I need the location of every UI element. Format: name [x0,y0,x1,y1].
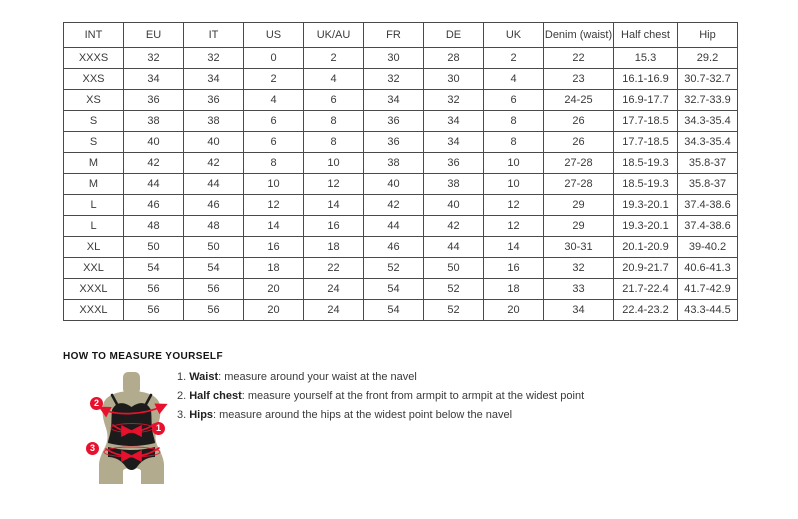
instruction-number: 2. [177,390,187,402]
table-cell: 52 [424,279,484,300]
table-cell: 34 [544,300,614,321]
table-cell: 17.7-18.5 [614,111,678,132]
table-cell: 36 [124,90,184,111]
instruction-label: Half chest [189,390,242,402]
table-cell: 40 [364,174,424,195]
table-cell: 10 [244,174,304,195]
measure-instructions [177,371,584,428]
measure-figure [76,370,188,490]
column-header: UK/AU [304,23,364,48]
table-cell: 14 [244,216,304,237]
table-row [64,258,738,279]
table-cell: 16.9-17.7 [614,90,678,111]
table-cell: 18 [244,258,304,279]
table-cell: 18.5-19.3 [614,153,678,174]
table-cell: 14 [484,237,544,258]
table-cell: 20.9-21.7 [614,258,678,279]
table-cell: 38 [124,111,184,132]
table-cell: 22 [544,48,614,69]
table-row [64,111,738,132]
table-cell: 14 [304,195,364,216]
table-cell: 34.3-35.4 [678,111,738,132]
table-cell: M [64,174,124,195]
table-cell: 40 [184,132,244,153]
table-cell: 44 [424,237,484,258]
column-header: IT [184,23,244,48]
table-cell: 36 [364,111,424,132]
table-row [64,90,738,111]
table-cell: 6 [304,90,364,111]
mannequin-illustration [76,370,188,490]
column-header: INT [64,23,124,48]
table-cell: 37.4-38.6 [678,195,738,216]
table-cell: 54 [184,258,244,279]
table-cell: 29 [544,216,614,237]
table-cell: 52 [364,258,424,279]
table-cell: 40 [424,195,484,216]
table-cell: 6 [244,132,304,153]
table-cell: 26 [544,132,614,153]
table-cell: L [64,216,124,237]
column-header: Half chest [614,23,678,48]
instruction-text: : measure yourself at the front from armpit to armpit at the widest point [241,390,585,402]
table-cell: 2 [304,48,364,69]
table-cell: XXS [64,69,124,90]
table-cell: 12 [244,195,304,216]
table-cell: 30-31 [544,237,614,258]
instruction-number: 3. [177,409,187,421]
table-cell: 30 [364,48,424,69]
table-cell: 22 [304,258,364,279]
instruction-text: : measure around the hips at the widest point below the navel [213,409,513,421]
table-cell: XXXL [64,279,124,300]
table-cell: 56 [124,279,184,300]
table-cell: 8 [484,111,544,132]
table-cell: 0 [244,48,304,69]
column-header: FR [364,23,424,48]
size-table-body [64,48,738,321]
table-cell: 24-25 [544,90,614,111]
column-header: EU [124,23,184,48]
table-cell: 12 [484,195,544,216]
table-cell: 32 [544,258,614,279]
table-cell: 34 [124,69,184,90]
table-cell: 4 [484,69,544,90]
table-cell: 54 [124,258,184,279]
table-cell: 36 [424,153,484,174]
table-cell: 34 [424,132,484,153]
table-cell: 6 [244,111,304,132]
table-cell: 12 [484,216,544,237]
table-cell: 34 [424,111,484,132]
table-row [64,132,738,153]
table-cell: 16 [304,216,364,237]
table-cell: XXXL [64,300,124,321]
column-header: Hip [678,23,738,48]
table-cell: 8 [244,153,304,174]
table-cell: 16 [244,237,304,258]
table-cell: 24 [304,279,364,300]
table-cell: 10 [304,153,364,174]
table-cell: 29.2 [678,48,738,69]
table-cell: 28 [424,48,484,69]
table-cell: 32.7-33.9 [678,90,738,111]
table-row [64,174,738,195]
table-cell: L [64,195,124,216]
table-cell: 33 [544,279,614,300]
table-cell: 43.3-44.5 [678,300,738,321]
table-cell: 48 [184,216,244,237]
table-cell: 20 [484,300,544,321]
instruction-label: Hips [189,409,214,421]
table-cell: 50 [124,237,184,258]
table-cell: 19.3-20.1 [614,195,678,216]
table-cell: 42 [124,153,184,174]
table-cell: 18.5-19.3 [614,174,678,195]
column-header: UK [484,23,544,48]
table-cell: 36 [364,132,424,153]
table-cell: 6 [484,90,544,111]
table-cell: 15.3 [614,48,678,69]
table-cell: 56 [184,300,244,321]
table-cell: 8 [304,111,364,132]
table-cell: 36 [184,90,244,111]
table-cell: 39-40.2 [678,237,738,258]
instruction-half-chest [177,390,584,402]
instruction-label: Waist [189,371,219,383]
table-cell: 16.1-16.9 [614,69,678,90]
table-cell: 19.3-20.1 [614,216,678,237]
table-cell: 29 [544,195,614,216]
table-cell: 32 [184,48,244,69]
table-cell: 35.8-37 [678,153,738,174]
table-cell: 52 [424,300,484,321]
table-cell: 20.1-20.9 [614,237,678,258]
column-header: Denim (waist) [544,23,614,48]
table-cell: 23 [544,69,614,90]
table-row [64,279,738,300]
table-row [64,153,738,174]
size-table [63,22,738,321]
table-cell: 18 [304,237,364,258]
column-header: DE [424,23,484,48]
instruction-hips [177,409,584,421]
table-cell: 54 [364,279,424,300]
table-cell: 42 [184,153,244,174]
table-cell: 27-28 [544,174,614,195]
table-cell: 46 [124,195,184,216]
table-cell: 4 [244,90,304,111]
table-cell: 40.6-41.3 [678,258,738,279]
table-cell: XXXS [64,48,124,69]
marker-half-chest: 2 [90,397,103,410]
table-cell: 44 [184,174,244,195]
table-cell: 35.8-37 [678,174,738,195]
table-cell: 24 [304,300,364,321]
table-cell: M [64,153,124,174]
table-cell: 27-28 [544,153,614,174]
table-cell: 10 [484,174,544,195]
table-row [64,300,738,321]
table-cell: 22.4-23.2 [614,300,678,321]
table-cell: 26 [544,111,614,132]
table-cell: 38 [364,153,424,174]
table-cell: 56 [184,279,244,300]
table-cell: 42 [424,216,484,237]
table-cell: 17.7-18.5 [614,132,678,153]
measure-heading: HOW TO MEASURE YOURSELF [63,351,223,362]
table-cell: 50 [424,258,484,279]
table-cell: 30.7-32.7 [678,69,738,90]
column-header: US [244,23,304,48]
table-cell: 50 [184,237,244,258]
table-cell: 32 [364,69,424,90]
table-row [64,69,738,90]
table-cell: 18 [484,279,544,300]
table-cell: 38 [424,174,484,195]
table-cell: 54 [364,300,424,321]
table-cell: 56 [124,300,184,321]
table-cell: S [64,111,124,132]
table-cell: 12 [304,174,364,195]
table-cell: 42 [364,195,424,216]
table-cell: 38 [184,111,244,132]
table-cell: XL [64,237,124,258]
table-cell: 20 [244,279,304,300]
marker-waist: 1 [152,422,165,435]
instruction-text: : measure around your waist at the navel [218,371,417,383]
table-cell: 34.3-35.4 [678,132,738,153]
table-cell: 44 [364,216,424,237]
table-cell: 37.4-38.6 [678,216,738,237]
table-cell: 41.7-42.9 [678,279,738,300]
table-cell: 46 [364,237,424,258]
table-row [64,216,738,237]
table-cell: 34 [364,90,424,111]
marker-hips: 3 [86,442,99,455]
table-cell: 8 [484,132,544,153]
instruction-waist [177,371,584,383]
table-cell: 34 [184,69,244,90]
table-cell: 2 [244,69,304,90]
table-cell: XS [64,90,124,111]
table-cell: 46 [184,195,244,216]
table-cell: 32 [124,48,184,69]
table-cell: S [64,132,124,153]
table-cell: XXL [64,258,124,279]
table-cell: 20 [244,300,304,321]
table-cell: 16 [484,258,544,279]
instruction-number: 1. [177,371,187,383]
table-cell: 4 [304,69,364,90]
table-cell: 44 [124,174,184,195]
table-row [64,237,738,258]
table-cell: 8 [304,132,364,153]
table-cell: 48 [124,216,184,237]
table-cell: 2 [484,48,544,69]
table-cell: 40 [124,132,184,153]
table-cell: 21.7-22.4 [614,279,678,300]
header-row [64,23,738,48]
table-cell: 32 [424,90,484,111]
table-row [64,48,738,69]
table-cell: 10 [484,153,544,174]
table-cell: 30 [424,69,484,90]
table-row [64,195,738,216]
